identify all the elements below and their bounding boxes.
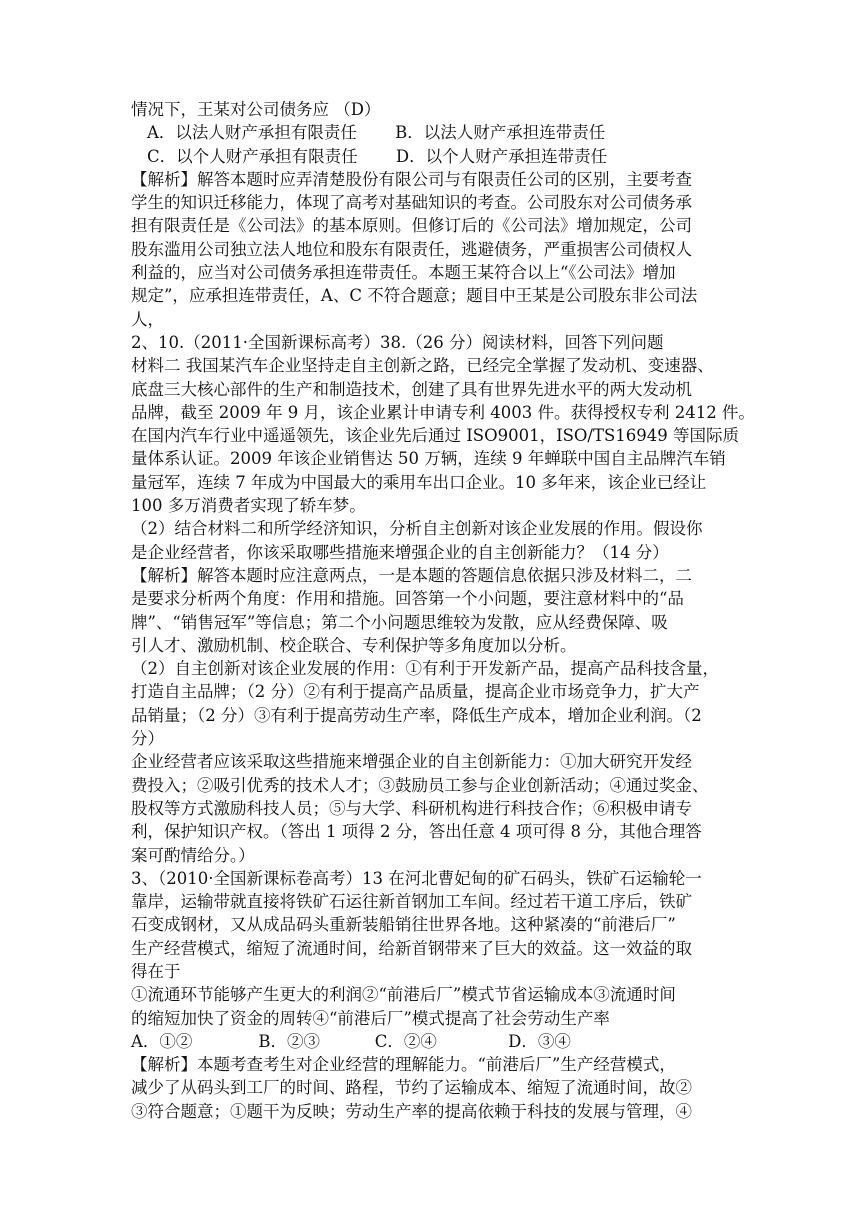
text-line: （2）结合材料二和所学经济知识，分析自主创新对该企业发展的作用。假设你 — [131, 519, 703, 539]
text-line: 学生的知识迁移能力，体现了高考对基础知识的考查。公司股东对公司债务承 — [131, 193, 692, 213]
text-line: 得在于 — [131, 961, 181, 981]
option-line: A．①② B．②③ C．②④ D．③④ — [131, 1031, 571, 1051]
text-line: 在国内汽车行业中遥遥领先，该企业先后通过 ISO9001，ISO/TS16949 等国际质 — [131, 426, 740, 446]
text-line: 量冠军，连续 7 年成为中国最大的乘用车出口企业。10 多年来，该企业已经让 — [131, 472, 707, 492]
text-line: 的缩短加快了资金的周转④“前港后厂”模式提高了社会劳动生产率 — [131, 1008, 610, 1028]
text-line: 靠岸，运输带就直接将铁矿石运往新首钢加工车间。经过若干道工序后，铁矿 — [131, 892, 692, 912]
text-line: 规定”，应承担连带责任，A、C 不符合题意；题目中王某是公司股东非公司法 — [131, 286, 698, 306]
text-line: 情况下，王某对公司债务应 （D） — [131, 100, 381, 119]
option-line: C．以个人财产承担有限责任 D．以个人财产承担连带责任 — [147, 146, 608, 166]
text-line: 分） — [131, 729, 164, 749]
text-line: 引人才、激励机制、校企联合、专利保护等多角度加以分析。 — [131, 635, 577, 655]
text-line: 案可酌情给分。） — [131, 845, 255, 865]
text-line: （2）自主创新对该企业发展的作用：①有利于开发新产品，提高产品科技含量， — [131, 659, 719, 679]
analysis-line: 【解析】解答本题时应弄清楚股份有限公司与有限责任公司的区别，主要考查 — [131, 169, 692, 189]
text-line: 企业经营者应该采取这些措施来增强企业的自主创新能力：①加大研究开发经 — [131, 752, 692, 772]
text-line: 股权等方式激励科技人员；⑤与大学、科研机构进行科技合作；⑥积极申请专 — [131, 798, 692, 818]
text-line: ①流通环节能够产生更大的利润②“前港后厂”模式节省运输成本③流通时间 — [131, 985, 676, 1005]
text-line: 打造自主品牌；（2 分）②有利于提高产品质量，提高企业市场竞争力，扩大产 — [131, 682, 700, 702]
text-line: ③符合题意；①题干为反映；劳动生产率的提高依赖于科技的发展与管理，④ — [131, 1101, 692, 1121]
document-page — [131, 98, 755, 1123]
text-line: 品牌，截至 2009 年 9 月，该企业累计申请专利 4003 件。获得授权专利 2412 件。 — [131, 402, 755, 422]
text-line: 生产经营模式，缩短了流通时间，给新首钢带来了巨大的效益。这一效益的取 — [131, 938, 692, 958]
text-line: 底盘三大核心部件的生产和制造技术，创建了具有世界先进水平的两大发动机 — [131, 379, 692, 399]
text-line: 利益的，应当对公司债务承担连带责任。本题王某符合以上“《公司法》增加 — [131, 263, 676, 283]
text-line: 品销量；（2 分）③有利于提高劳动生产率，降低生产成本，增加企业利润。（2 — [131, 705, 702, 725]
text-line: 是要求分析两个角度：作用和措施。回答第一个小问题，要注意材料中的“品 — [131, 589, 684, 609]
text-line: 人， — [131, 309, 164, 329]
text-line: 费投入；②吸引优秀的技术人才；③鼓励员工参与企业创新活动；④通过奖金、 — [131, 775, 709, 795]
text-line: 量体系认证。2009 年该企业销售达 50 万辆，连续 9 年蝉联中国自主品牌汽车销 — [131, 449, 726, 469]
text-line: 股东滥用公司独立法人地位和股东有限责任，逃避债务，严重损害公司债权人 — [131, 239, 692, 259]
text-line: 材料二 我国某汽车企业坚持走自主创新之路，已经完全掌握了发动机、变速器、 — [131, 356, 714, 376]
question-heading: 2、10.（2011·全国新课标高考）38.（26 分）阅读材料，回答下列问题 — [131, 332, 664, 352]
question-heading: 3、（2010·全国新课标卷高考）13 在河北曹妃甸的矿石码头，铁矿石运输轮一 — [131, 868, 702, 888]
text-line: 100 多万消费者实现了轿车梦。 — [131, 496, 366, 516]
text-line: 减少了从码头到工厂的时间、路程，节约了运输成本、缩短了流通时间，故② — [131, 1078, 692, 1098]
text-line: 担有限责任是《公司法》的基本原则。但修订后的《公司法》增加规定，公司 — [131, 216, 692, 236]
option-line: A．以法人财产承担有限责任 B．以法人财产承担连带责任 — [147, 123, 606, 143]
analysis-line: 【解析】解答本题时应注意两点，一是本题的答题信息依据只涉及材料二，二 — [131, 565, 692, 585]
analysis-line: 【解析】本题考查考生对企业经营的理解能力。“前港后厂”生产经营模式， — [131, 1055, 676, 1075]
text-line: 石变成钢材，又从成品码头重新装船销往世界各地。这种紧凑的“前港后厂” — [131, 915, 676, 935]
text-line: 利，保护知识产权。（答出 1 项得 2 分，答出任意 4 项可得 8 分，其他合理答 — [131, 822, 702, 842]
text-line: 是企业经营者，你该采取哪些措施来增强企业的自主创新能力？（14 分） — [131, 542, 669, 562]
text-line: 牌”、“销售冠军”等信息；第二个小问题思维较为发散，应从经费保障、吸 — [131, 612, 668, 632]
